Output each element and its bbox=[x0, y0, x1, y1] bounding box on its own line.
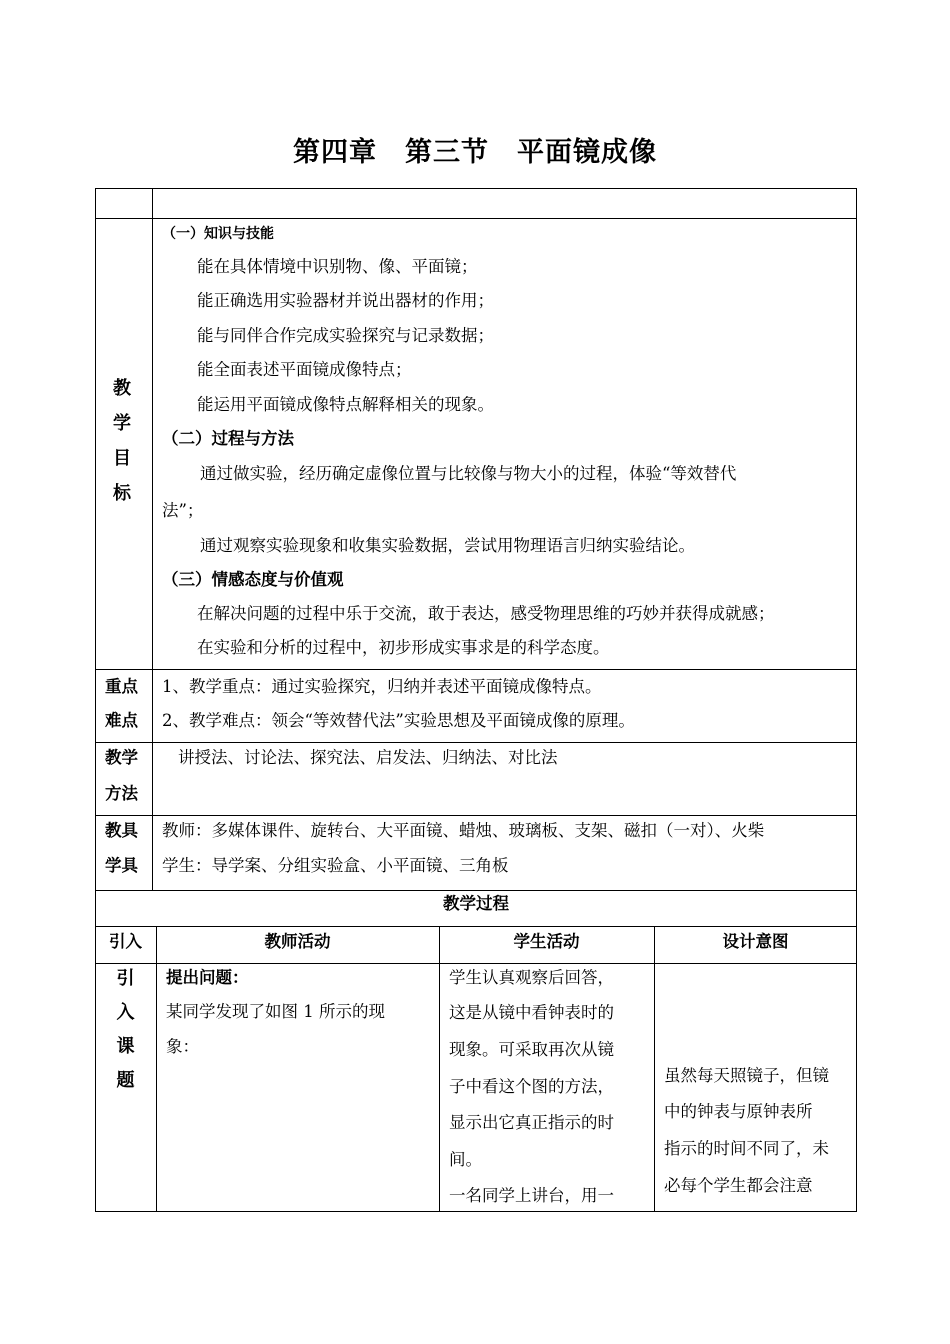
objectives-label: 标 bbox=[113, 483, 131, 504]
stage-label: 引 bbox=[116, 968, 135, 989]
key-points-label: 重点 bbox=[105, 677, 138, 696]
knowledge-heading: （一）知识与技能 bbox=[162, 226, 274, 242]
student-activity-line: 现象。可采取再次从镜 bbox=[449, 1040, 614, 1059]
student-activity-line: 显示出它真正指示的时 bbox=[449, 1113, 614, 1132]
process-item: 通过观察实验现象和收集实验数据，尝试用物理语言归纳实验结论。 bbox=[200, 536, 695, 555]
knowledge-item: 能全面表述平面镜成像特点； bbox=[197, 360, 412, 379]
emotion-item: 在实验和分析的过程中，初步形成实事求是的科学态度。 bbox=[197, 638, 610, 657]
process-heading: （二）过程与方法 bbox=[162, 429, 294, 448]
key-point: 2、教学难点：领会“等效替代法”实验思想及平面镜成像的原理。 bbox=[162, 711, 635, 730]
methods-text: 讲授法、讨论法、探究法、启发法、归纳法、对比法 bbox=[178, 748, 558, 767]
design-intent-line: 中的钟表与原钟表所 bbox=[664, 1102, 813, 1121]
objectives-label: 学 bbox=[113, 413, 131, 434]
emotion-item: 在解决问题的过程中乐于交流，敢于表达，感受物理思维的巧妙并获得成就感； bbox=[197, 604, 775, 623]
row-divider bbox=[95, 815, 857, 816]
process-item: 通过做实验，经历确定虚像位置与比较像与物大小的过程，体验“等效替代 bbox=[200, 464, 737, 483]
column-header: 引入 bbox=[109, 932, 142, 951]
knowledge-item: 能正确选用实验器材并说出器材的作用； bbox=[197, 291, 494, 310]
row-divider bbox=[95, 926, 857, 927]
knowledge-item: 能运用平面镜成像特点解释相关的现象。 bbox=[197, 395, 494, 414]
column-header: 教师活动 bbox=[264, 932, 331, 951]
row-divider bbox=[95, 218, 857, 219]
objectives-label: 教 bbox=[113, 378, 131, 399]
design-intent-line: 必每个学生都会注意 bbox=[664, 1176, 813, 1195]
row-divider bbox=[95, 669, 857, 670]
knowledge-item: 能与同伴合作完成实验探究与记录数据； bbox=[197, 326, 494, 345]
teacher-activity-heading: 提出问题： bbox=[166, 968, 249, 987]
tools-label: 学具 bbox=[105, 856, 138, 875]
process-item-continued: 法”； bbox=[162, 501, 204, 520]
column-header: 学生活动 bbox=[513, 932, 580, 951]
methods-label: 教学 bbox=[105, 748, 138, 767]
teacher-activity-line: 象： bbox=[166, 1037, 199, 1056]
objectives-label: 目 bbox=[113, 448, 131, 469]
page-title: 第四章 第三节 平面镜成像 bbox=[293, 137, 657, 168]
stage-label: 课 bbox=[116, 1036, 135, 1057]
column-header: 设计意图 bbox=[722, 932, 789, 951]
row-divider bbox=[95, 963, 857, 964]
process-section-title: 教学过程 bbox=[443, 894, 509, 913]
column-divider bbox=[439, 926, 440, 1211]
student-activity-line: 间。 bbox=[449, 1150, 482, 1169]
student-activity-line: 这是从镜中看钟表时的 bbox=[449, 1003, 614, 1022]
stage-label: 入 bbox=[116, 1002, 135, 1023]
student-activity-line: 子中看这个图的方法， bbox=[449, 1077, 614, 1096]
methods-label: 方法 bbox=[105, 784, 138, 803]
design-intent-line: 指示的时间不同了，未 bbox=[664, 1139, 829, 1158]
knowledge-item: 能在具体情境中识别物、像、平面镜； bbox=[197, 257, 478, 276]
stage-label: 题 bbox=[116, 1070, 135, 1091]
teacher-activity-line: 某同学发现了如图 1 所示的现 bbox=[166, 1002, 385, 1021]
student-activity-line: 一名同学上讲台，用一 bbox=[449, 1186, 614, 1205]
label-column-divider bbox=[152, 188, 153, 890]
student-activity-line: 学生认真观察后回答， bbox=[449, 968, 614, 987]
student-tools: 学生：导学案、分组实验盒、小平面镜、三角板 bbox=[162, 856, 509, 875]
tools-label: 教具 bbox=[105, 821, 138, 840]
key-points-label: 难点 bbox=[105, 711, 138, 730]
design-intent-line: 虽然每天照镜子，但镜 bbox=[664, 1066, 829, 1085]
row-divider bbox=[95, 742, 857, 743]
column-divider bbox=[654, 926, 655, 1211]
column-divider bbox=[156, 926, 157, 1211]
teacher-tools: 教师：多媒体课件、旋转台、大平面镜、蜡烛、玻璃板、支架、磁扣（一对）、火柴 bbox=[162, 821, 765, 840]
emotion-heading: （三）情感态度与价值观 bbox=[162, 570, 344, 589]
key-point: 1、教学重点：通过实验探究，归纳并表述平面镜成像特点。 bbox=[162, 677, 602, 696]
